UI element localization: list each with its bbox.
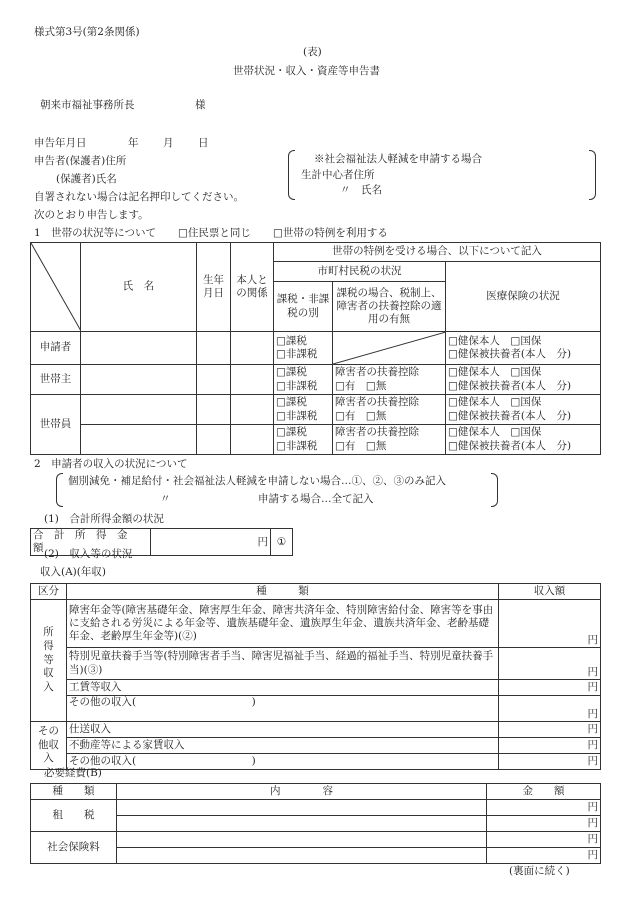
diagonal-line — [333, 332, 446, 364]
header-special: 世帯の特例を受ける場合、以下について記入 — [274, 243, 601, 262]
expense-heading: 必要経費(B) — [44, 767, 102, 779]
expense-content[interactable] — [117, 800, 487, 816]
taxable-cell[interactable] — [274, 395, 333, 425]
medical-option[interactable]: □健保本人 □国保 — [448, 396, 542, 409]
income-type: 特別児童扶養手当等(特別障害者手当、障害児福祉手当、経過的福祉手当、特別児童扶養手当)(③) — [67, 648, 499, 680]
note-bracket-left — [56, 473, 63, 507]
relation-cell[interactable] — [231, 395, 274, 425]
table-row — [31, 696, 601, 722]
expense-content[interactable] — [117, 848, 487, 864]
expense-content[interactable] — [117, 832, 487, 848]
table-row — [31, 848, 601, 864]
nontaxable-option[interactable]: □非課税 — [276, 379, 318, 392]
deduction-label: 障害者の扶養控除 — [335, 366, 419, 379]
birth-cell[interactable] — [197, 395, 231, 425]
name-cell[interactable] — [81, 425, 197, 455]
form-number: 様式第3号(第2条関係) — [34, 26, 140, 38]
deduction-cell[interactable] — [333, 425, 446, 455]
deduction-option[interactable]: □有 □無 — [335, 409, 387, 422]
medical-dependent-option[interactable]: □健保被扶養者(本人 分) — [448, 409, 572, 422]
income-type: その他の収入( ) — [67, 696, 499, 722]
page-title: 世帯状況・収入・資産等申告書 — [233, 65, 380, 77]
group-other-label: その他収入 — [38, 725, 59, 765]
welfare-address-label: 生計中心者住所 — [301, 169, 375, 181]
medical-cell[interactable] — [446, 425, 601, 455]
deduction-cell[interactable] — [333, 395, 446, 425]
relation-cell[interactable] — [231, 425, 274, 455]
nontaxable-option[interactable]: □非課税 — [276, 409, 318, 422]
taxable-option[interactable]: □課税 — [276, 396, 307, 409]
nontaxable-option[interactable]: □非課税 — [276, 439, 318, 452]
welfare-bracket-right — [589, 150, 596, 200]
header-medical: 医療保険の状況 — [446, 262, 601, 332]
table-row — [31, 754, 601, 770]
note-line2: 申請する場合…全て記入 — [258, 493, 374, 505]
header-birthdate: 生年月日 — [197, 243, 231, 332]
relation-cell[interactable] — [231, 365, 274, 395]
medical-cell[interactable] — [446, 332, 601, 365]
note-line2-ditto: 〃 — [160, 493, 171, 505]
income-amount[interactable]: 円 — [499, 738, 601, 754]
subsection2-heading: (2) 収入等の状況 — [44, 548, 133, 560]
option-same-as-resident[interactable]: □住民票と同じ — [178, 227, 251, 239]
header-name: 氏 名 — [81, 243, 197, 332]
income-type: 障害年金等(障害基礎年金、障害厚生年金、障害共済年金、特別障害給付金、障害等を事由に支給される労災による年金等、遺族基礎年金、遺族厚生年金、遺族共済年金、老齢基礎年金、老齢厚生年金等)(②) — [67, 600, 499, 648]
expense-amount[interactable]: 円 — [487, 800, 601, 816]
taxable-option[interactable]: □課税 — [276, 426, 307, 439]
diagonal-line — [31, 243, 81, 331]
welfare-bracket-left — [288, 150, 295, 200]
deduction-option[interactable]: □有 □無 — [335, 439, 387, 452]
medical-option[interactable]: □健保本人 □国保 — [448, 426, 542, 439]
section1-heading: 1 世帯の状況等について — [34, 227, 156, 239]
note-bracket-right — [491, 473, 498, 507]
medical-option[interactable]: □健保本人 □国保 — [448, 366, 542, 379]
income-type: 仕送収入 — [67, 722, 499, 738]
taxable-option[interactable]: □課税 — [276, 334, 307, 347]
medical-dependent-option[interactable]: □健保被扶養者(本人 分) — [448, 439, 572, 452]
table-row — [31, 722, 601, 738]
header-expense-content: 内 容 — [117, 784, 487, 800]
header-taxable: 課税・非課税の別 — [274, 282, 333, 332]
household-table — [30, 242, 601, 455]
income-amount[interactable]: 円 — [499, 696, 601, 722]
taxable-cell[interactable] — [274, 365, 333, 395]
row-label: 申請者 — [31, 332, 81, 365]
expense-table — [30, 783, 601, 864]
expense-type: 社会保険料 — [31, 832, 117, 864]
header-amount: 収入額 — [499, 584, 601, 600]
expense-type: 租 税 — [31, 800, 117, 832]
birth-cell[interactable] — [197, 425, 231, 455]
month-label: 月 — [163, 137, 174, 149]
expense-amount[interactable]: 円 — [487, 816, 601, 832]
relation-cell[interactable] — [231, 332, 274, 365]
welfare-name-label: 〃 氏名 — [340, 184, 382, 196]
name-cell[interactable] — [81, 365, 197, 395]
table-row — [31, 425, 601, 455]
table-row — [31, 600, 601, 648]
deduction-option[interactable]: □有 □無 — [335, 379, 387, 392]
medical-option[interactable]: □健保本人 □国保 — [448, 334, 542, 347]
income-type: 工賃等収入 — [67, 680, 499, 696]
subsection1-heading: (1) 合計所得金額の状況 — [44, 513, 164, 525]
taxable-cell[interactable] — [274, 425, 333, 455]
row-label: 世帯主 — [31, 365, 81, 395]
deduction-label: 障害者の扶養控除 — [335, 396, 419, 409]
applicant-name-label: (保護者)氏名 — [56, 173, 117, 185]
table-row — [31, 832, 601, 848]
medical-dependent-option[interactable]: □健保被扶養者(本人 分) — [448, 348, 572, 360]
table-row — [31, 395, 601, 425]
income-heading: 収入(A)(年収) — [40, 566, 106, 578]
day-label: 日 — [198, 137, 209, 149]
header-expense-amount: 金 額 — [487, 784, 601, 800]
total-income-mark: ① — [271, 529, 293, 556]
taxable-option[interactable]: □課税 — [276, 366, 307, 379]
expense-content[interactable] — [117, 816, 487, 832]
birth-cell[interactable] — [197, 332, 231, 365]
expense-amount[interactable]: 円 — [487, 848, 601, 864]
note-line1: 個別減免・補足給付・社会福祉法人軽減を申請しない場合…①、②、③のみ記入 — [68, 475, 446, 487]
birth-cell[interactable] — [197, 365, 231, 395]
income-table — [30, 583, 601, 770]
group-income — [31, 600, 67, 722]
applicant-address-label: 申告者(保護者)住所 — [34, 155, 127, 167]
omote-label: (表) — [303, 46, 322, 58]
row-label: 世帯員 — [31, 395, 81, 455]
addressee: 朝来市福祉事務所長 — [40, 99, 135, 111]
table-row — [31, 800, 601, 816]
income-amount[interactable]: 円 — [499, 648, 601, 680]
welfare-note: ※社会福祉法人軽減を申請する場合 — [314, 153, 482, 165]
income-amount[interactable]: 円 — [499, 754, 601, 770]
table-row — [31, 816, 601, 832]
group-income-label: 所得等収入 — [43, 626, 54, 693]
taxable-cell[interactable] — [274, 332, 333, 365]
header-type: 種 類 — [67, 584, 499, 600]
expense-amount[interactable]: 円 — [487, 832, 601, 848]
declare-text: 次のとおり申告します。 — [34, 209, 149, 221]
income-type: 不動産等による家賃収入 — [67, 738, 499, 754]
table-row — [31, 365, 601, 395]
diagonal-header-cell — [31, 243, 81, 332]
name-cell[interactable] — [81, 332, 197, 365]
total-income-label: 合 計 所 得 金 額 — [31, 529, 151, 556]
year-label: 年 — [128, 137, 139, 149]
total-income-value[interactable]: 円 — [151, 529, 271, 556]
nontaxable-option[interactable]: □非課税 — [276, 348, 318, 360]
income-amount[interactable]: 円 — [499, 722, 601, 738]
header-municipal-tax: 市町村民税の状況 — [274, 262, 446, 282]
income-amount[interactable]: 円 — [499, 680, 601, 696]
income-amount[interactable]: 円 — [499, 600, 601, 648]
header-kubun: 区分 — [31, 584, 67, 600]
section2-heading: 2 申請者の収入の状況について — [34, 458, 188, 470]
medical-dependent-option[interactable]: □健保被扶養者(本人 分) — [448, 379, 572, 392]
medical-cell[interactable] — [446, 365, 601, 395]
addressee-sama: 様 — [195, 99, 206, 111]
name-cell[interactable] — [81, 395, 197, 425]
continued-note: (裏面に続く) — [509, 865, 570, 877]
deduction-label: 障害者の扶養控除 — [335, 426, 419, 439]
table-row — [31, 648, 601, 680]
header-deduction: 課税の場合、税制上、障害者の扶養控除の適用の有無 — [333, 282, 446, 332]
date-label: 申告年月日 — [34, 137, 87, 149]
deduction-cell[interactable] — [333, 365, 446, 395]
sign-note: 自署されない場合は記名押印してください。 — [34, 191, 244, 203]
group-other — [31, 722, 67, 770]
deduction-cell — [333, 332, 446, 365]
table-row — [31, 332, 601, 365]
table-row — [31, 680, 601, 696]
income-type: その他の収入( ) — [67, 754, 499, 770]
table-row — [31, 738, 601, 754]
header-expense-type: 種 類 — [31, 784, 117, 800]
header-relation: 本人との関係 — [231, 243, 274, 332]
medical-cell[interactable] — [446, 395, 601, 425]
option-special-household[interactable]: □世帯の特例を利用する — [273, 227, 388, 239]
